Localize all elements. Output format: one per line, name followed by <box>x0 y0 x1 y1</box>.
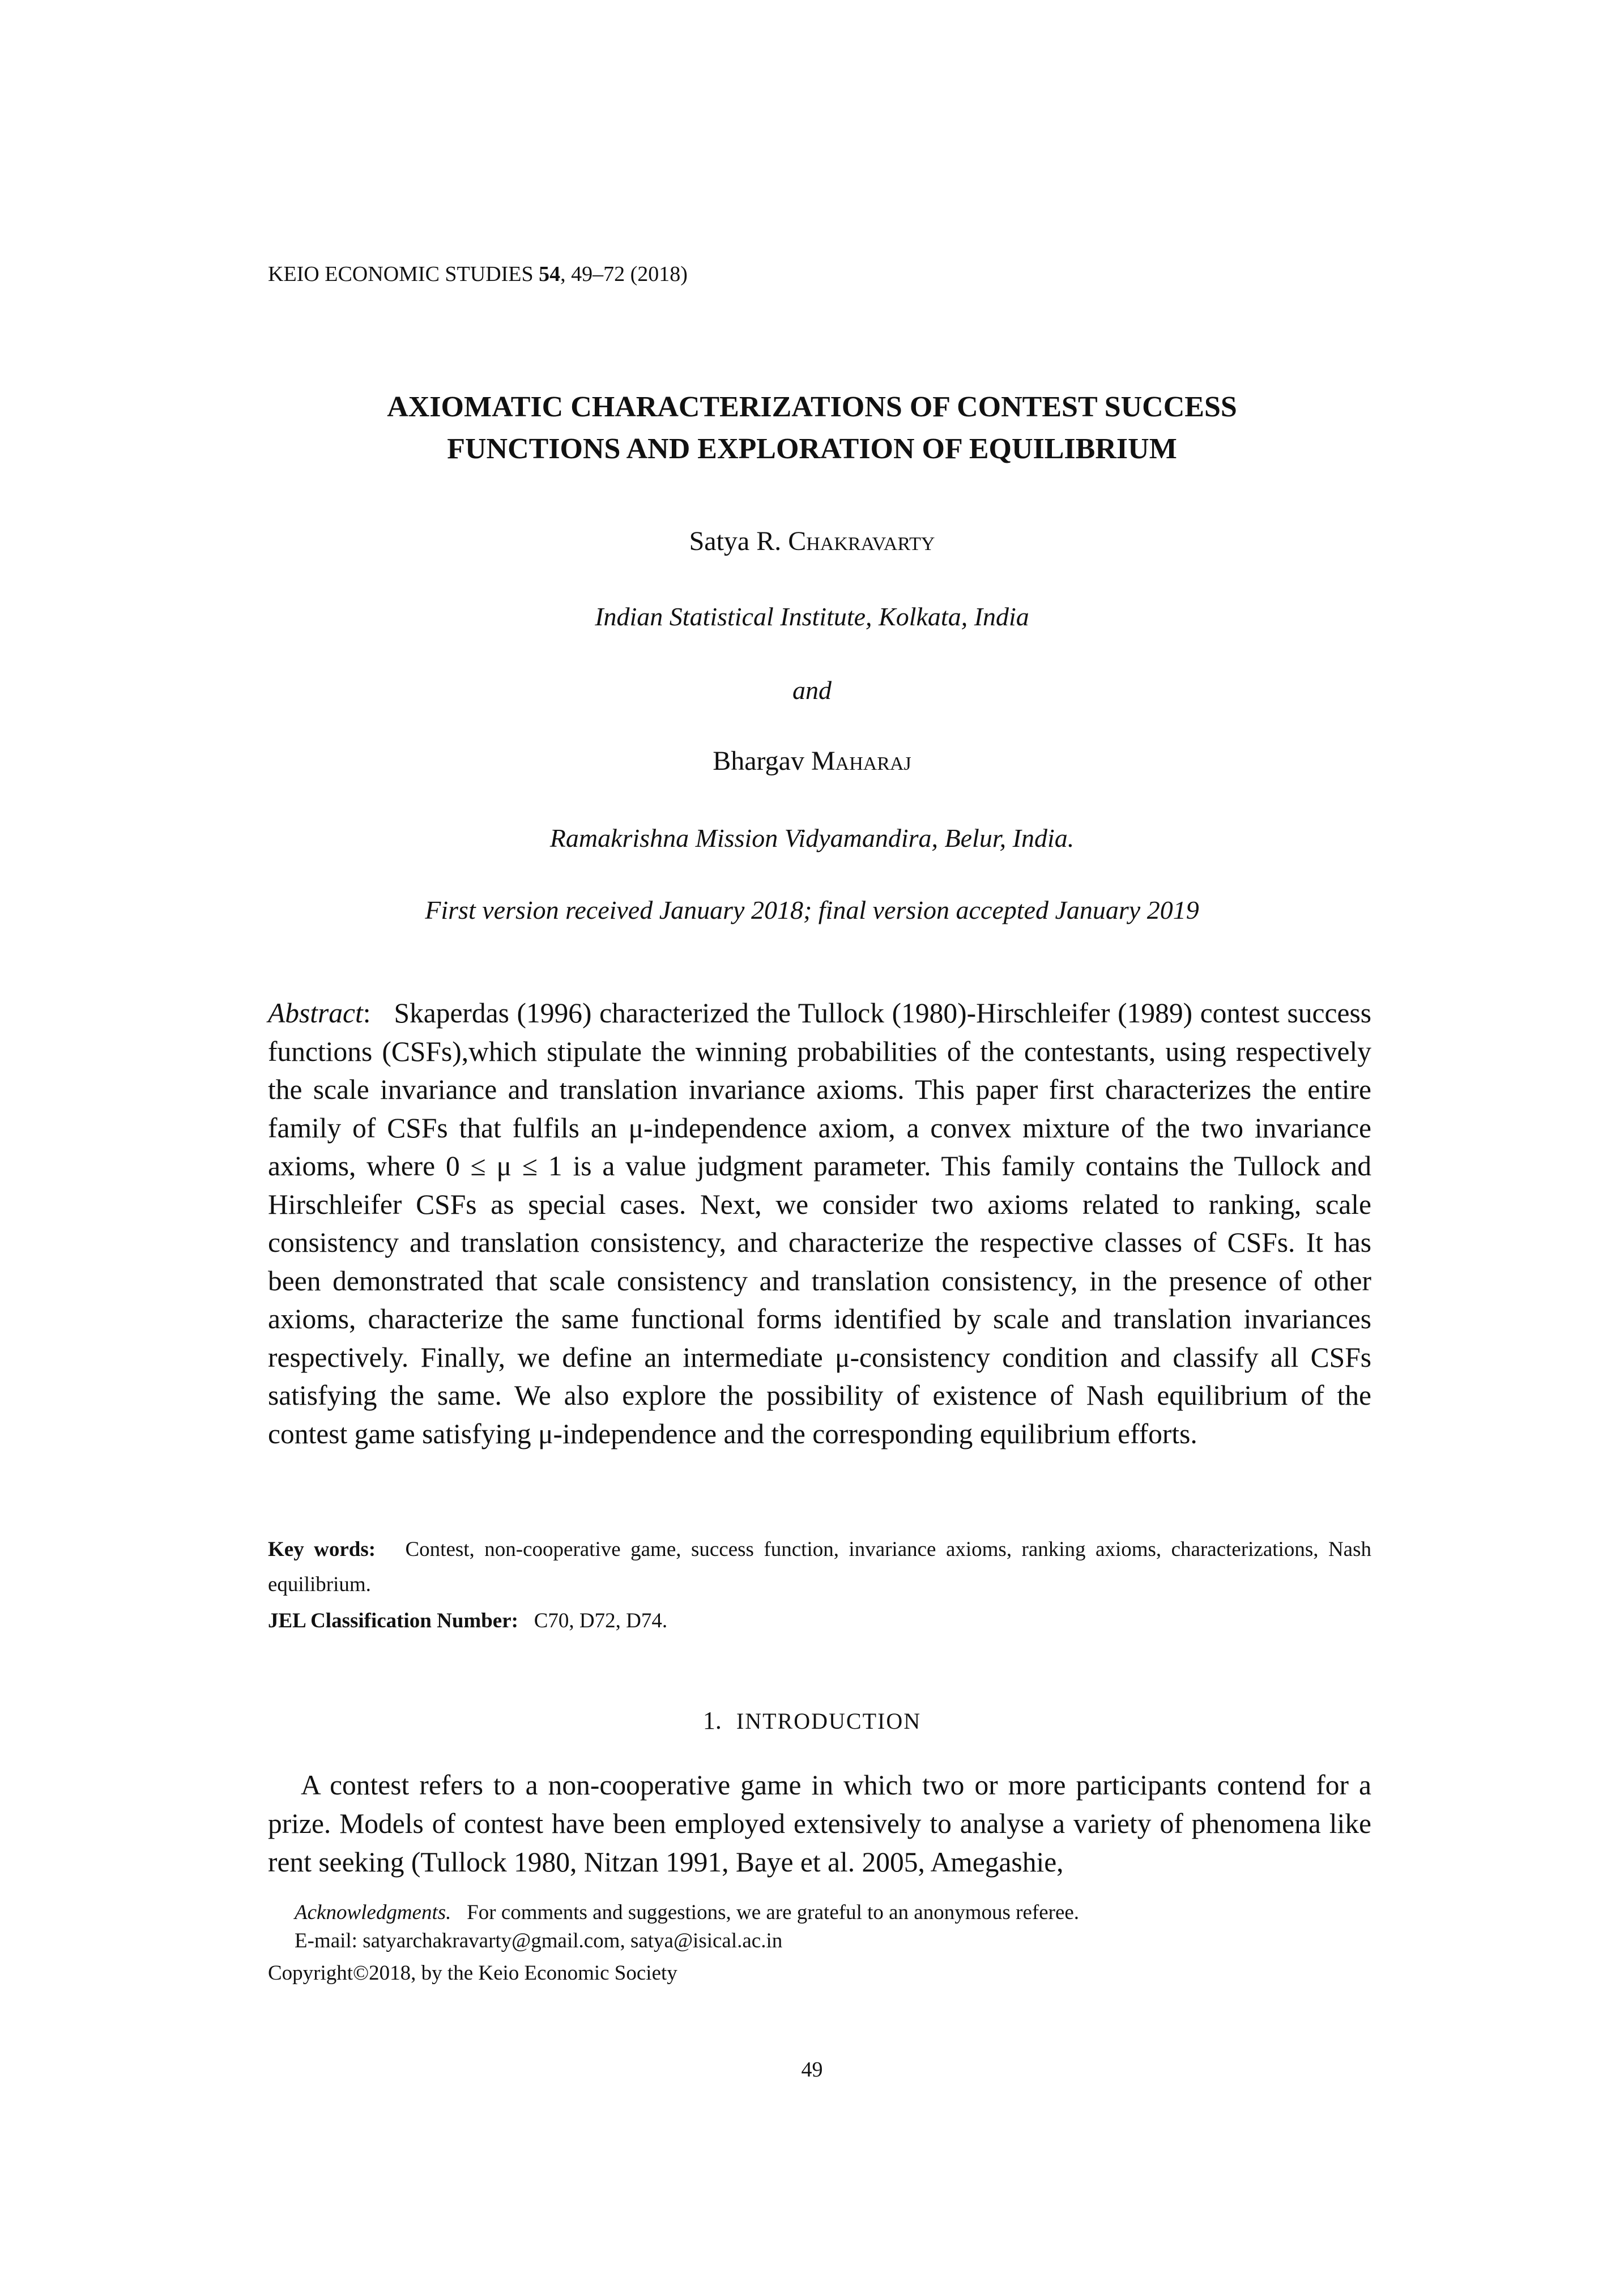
intro-paragraph: A contest refers to a non-cooperative game in which two or more participants contend for a prize. Models of contest have been employed extensively to analyse a variety of phenomena like rent seeking (Tullock 1980, Nitzan 1991, Baye et al. 2005, Amegashie, <box>268 1769 1371 1878</box>
author-1-surname: Chakravarty <box>788 526 935 556</box>
copyright: Copyright©2018, by the Keio Economic Society <box>268 1962 677 1985</box>
jel-text: C70, D72, D74. <box>534 1609 668 1632</box>
jel-classification <box>268 1609 1371 1633</box>
ack-label: Acknowledgments. <box>295 1901 451 1924</box>
section-heading <box>0 1706 1624 1735</box>
author-2-affiliation: Ramakrishna Mission Vidyamandira, Belur, India. <box>549 824 1075 852</box>
author-2-given: Bhargav <box>713 746 811 776</box>
abstract-text: Skaperdas (1996) characterized the Tullock (1980)-Hirschleifer (1989) contest success functions (CSFs),which stipulate the winning probabilities of the contestants, using respectively the scale invariance and translation invariance axioms. This paper first characterizes the entire family of CSFs that fulfils an μ-independence axiom, a convex mixture of the two invariance axioms, where 0 ≤ μ ≤ 1 is a value judgment parameter. This family contains the Tullock and Hirschleifer CSFs as special cases. Next, we consider two axioms related to ranking, scale consistency and translation consistency, and characterize the respective classes of CSFs. It has been demonstrated that scale consistency and translation consistency, in the presence of other axioms, characterize the same functional forms identified by scale and translation invariances respectively. Finally, we define an intermediate μ-consistency condition and classify all CSFs satisfying the same. We also explore the possibility of existence of Nash equilibrium of the contest game satisfying μ-independence and the corresponding equilibrium efforts. <box>268 997 1371 1449</box>
and-conjunction: and <box>792 676 832 705</box>
section-label: INTRODUCTION <box>736 1708 922 1734</box>
keywords <box>268 1532 1371 1602</box>
keywords-text: Contest, non-cooperative game, success function, invariance axioms, ranking axioms, characterizations, Nash equilibrium. <box>268 1538 1371 1596</box>
acknowledgments <box>295 1899 1079 1927</box>
jel-label: JEL Classification Number: <box>268 1609 518 1632</box>
author-2-surname: Maharaj <box>811 746 911 776</box>
journal-header <box>268 262 688 287</box>
keywords-label: Key words: <box>268 1538 376 1561</box>
author-2 <box>0 745 1624 777</box>
section-number: 1. <box>702 1707 722 1734</box>
page-number: 49 <box>801 2058 823 2082</box>
author-1 <box>0 526 1624 557</box>
ack-text: For comments and suggestions, we are grateful to an anonymous referee. <box>467 1901 1080 1924</box>
title-line-1: AXIOMATIC CHARACTERIZATIONS OF CONTEST SUCCESS <box>387 391 1237 423</box>
journal-pages-year: , 49–72 (2018) <box>560 262 688 286</box>
received-note: First version received January 2018; final version accepted January 2019 <box>425 896 1199 924</box>
email-line: E-mail: satyarchakravarty@gmail.com, satya@isical.ac.in <box>295 1929 783 1952</box>
journal-name: KEIO ECONOMIC STUDIES <box>268 262 534 286</box>
author-1-given: Satya R. <box>689 526 788 556</box>
journal-volume: 54 <box>539 262 561 286</box>
abstract-label: Abstract <box>268 997 363 1029</box>
footnote <box>295 1899 1079 1955</box>
author-1-affiliation: Indian Statistical Institute, Kolkata, India <box>595 602 1029 631</box>
paper-title <box>0 386 1624 470</box>
abstract: Abstract: Skaperdas (1996) characterized the Tullock (1980)-Hirschleifer (1989) contest success functions (CSFs),which stipulate the winning probabilities of the contestants, using respectively the scale invariance and translation invariance axioms. This paper first characterizes the entire family of CSFs that fulfils an μ-independence axiom, a convex mixture of the two invariance axioms, where 0 ≤ μ ≤ 1 is a value judgment parameter. This family contains the Tullock and Hirschleifer CSFs as special cases. Next, we consider two axioms related to ranking, scale consistency and translation consistency, and characterize the respective classes of CSFs. It has been demonstrated that scale consistency and translation consistency, in the presence of other axioms, characterize the same functional forms identified by scale and translation invariances respectively. Finally, we define an intermediate μ-consistency condition and classify all CSFs satisfying the same. We also explore the possibility of existence of Nash equilibrium of the contest game satisfying μ-independence and the corresponding equilibrium efforts. <box>268 997 1371 1449</box>
title-line-2: FUNCTIONS AND EXPLORATION OF EQUILIBRIUM <box>447 433 1177 465</box>
